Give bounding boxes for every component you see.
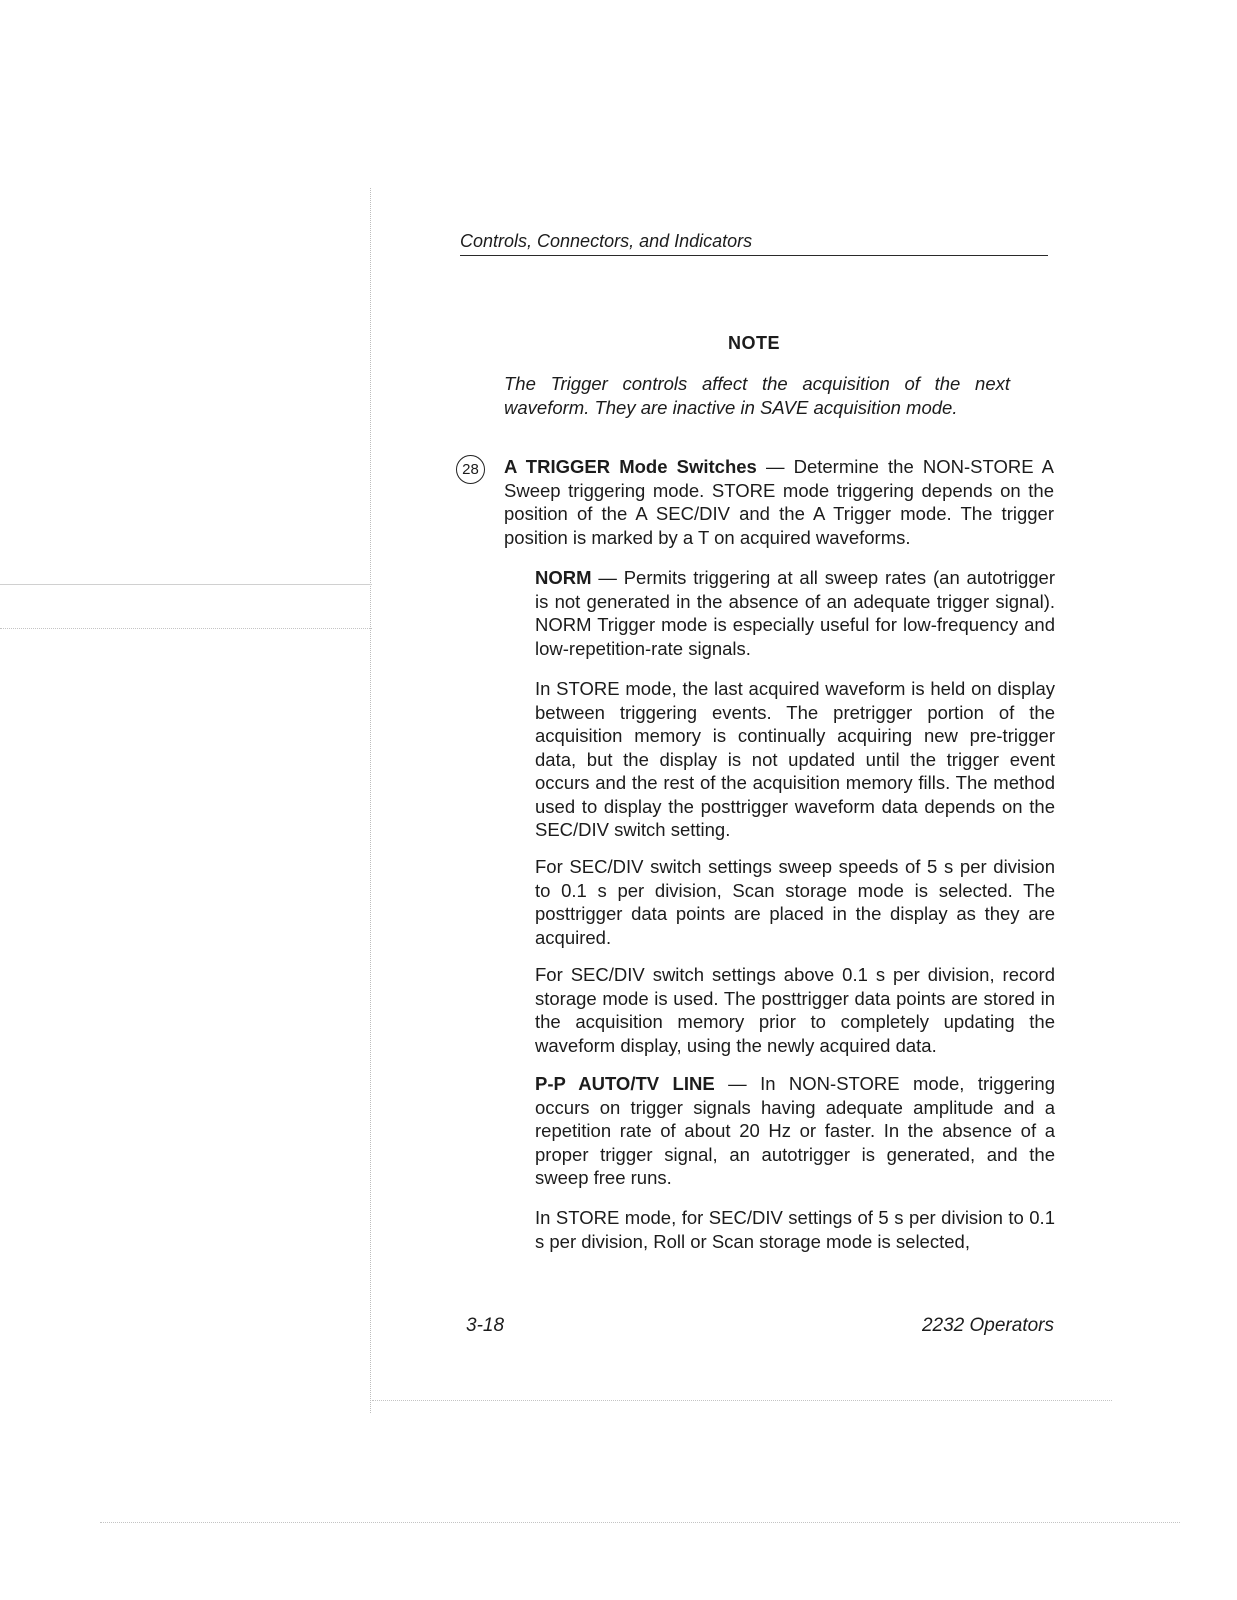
norm-description — [535, 566, 1055, 660]
scan-artifact-line — [0, 584, 372, 585]
pp-auto-text: In NON-STORE mode, triggering occurs on trigger signals having adequate amplitude and a repetition rate of about 20 Hz or faster. In the absence of a proper trigger signal, an autotrigger is generated, and the sweep free runs. — [535, 1073, 1055, 1188]
page-number: 3-18 — [466, 1315, 505, 1336]
pp-auto-heading: P-P AUTO/TV LINE — [535, 1073, 715, 1094]
scan-artifact-line — [0, 628, 372, 629]
scan-storage-paragraph: For SEC/DIV switch settings sweep speeds of 5 s per division to 0.1 s per division, Scan storage mode is selected. The posttrigger data points are placed in the display as they are acquired. — [535, 856, 1055, 948]
heading-separator: — — [591, 567, 624, 588]
item-description — [504, 455, 1054, 549]
note-title: NOTE — [727, 333, 780, 353]
running-head: Controls, Connectors, and Indicators — [460, 230, 1048, 256]
manual-title: 2232 Operators — [921, 1315, 1054, 1336]
scan-artifact-line — [372, 1400, 1112, 1401]
note-text: The Trigger controls affect the acquisition of the next waveform. They are inactive in SAVE acquisition mode. — [504, 373, 1010, 418]
item-text: Determine the NON-STORE A Sweep triggering mode. STORE mode triggering depends on the position of the A SEC/DIV and the A Trigger mode. The trigger position is marked by a T on acquired waveforms. — [504, 456, 1054, 548]
norm-text: Permits triggering at all sweep rates (an autotrigger is not generated in the absence of an adequate trigger signal). NORM Trigger mode is especially useful for low-frequency and low-repetition-rate signals. — [535, 567, 1056, 659]
heading-separator: — — [756, 456, 794, 477]
item-heading: A TRIGGER Mode Switches — [504, 456, 757, 477]
pp-auto-description — [535, 1072, 1055, 1190]
heading-separator: — — [714, 1073, 761, 1094]
store-mode-paragraph: In STORE mode, the last acquired waveform is held on display between triggering events. The pretrigger portion of the acquisition memory is continually acquiring new pre-trigger data, but the display is not updated until the trigger event occurs and the rest of the acquisition memory fills. The method used to display the posttrigger waveform data depends on the SEC/DIV switch setting. — [535, 678, 1055, 840]
norm-heading: NORM — [535, 567, 592, 588]
scan-artifact-line — [100, 1522, 1180, 1523]
item-number-badge: 28 — [456, 455, 485, 484]
record-storage-paragraph: For SEC/DIV switch settings above 0.1 s per division, record storage mode is used. The posttrigger data points are stored in the acquisition memory prior to completely updating the waveform display, using the newly acquired data. — [535, 964, 1055, 1056]
store-roll-paragraph: In STORE mode, for SEC/DIV settings of 5 s per division to 0.1 s per division, Roll or Scan storage mode is selected, — [535, 1207, 1055, 1252]
scan-edge-line — [370, 188, 371, 1413]
